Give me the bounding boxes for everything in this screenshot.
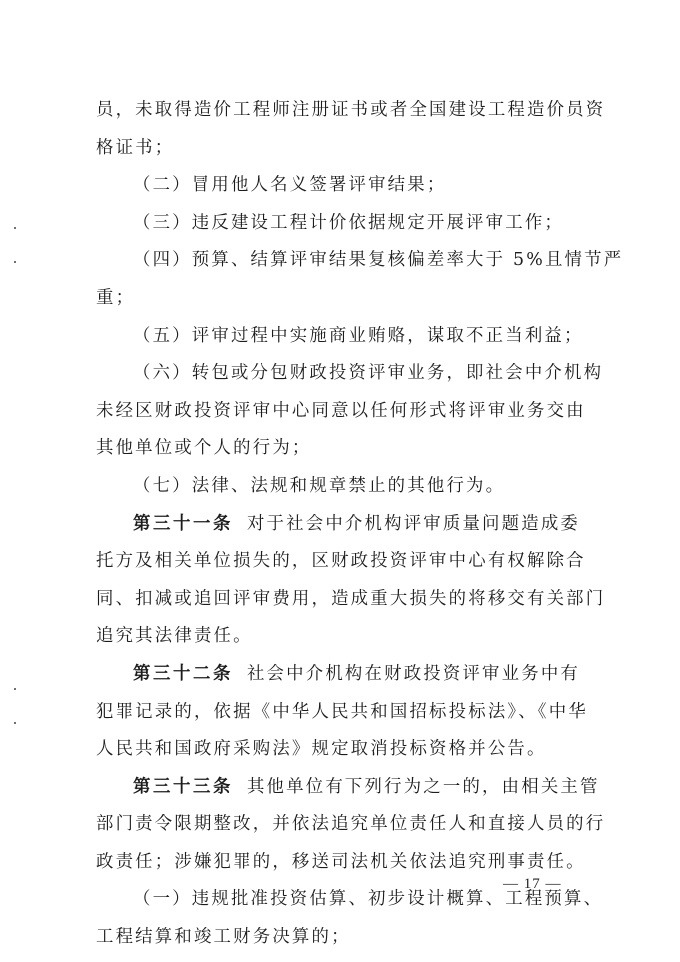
list-item-2: （二）冒用他人名义签署评审结果； bbox=[133, 175, 447, 196]
article-32-number: 第三十二条 bbox=[133, 663, 233, 684]
text-line: 员，未取得造价工程师注册证书或者全国建设工程造价员资 bbox=[96, 100, 606, 120]
text-line: 工程结算和竣工财务决算的； bbox=[96, 927, 351, 948]
list-item-7: （七）法律、法规和规章禁止的其他行为。 bbox=[133, 475, 506, 496]
binding-hole-mark bbox=[14, 227, 16, 229]
article-33 bbox=[96, 769, 600, 807]
article-32-text: 社会中介机构在财政投资评审业务中有 bbox=[246, 663, 581, 684]
list-item-3: （三）违反建设工程计价依据规定开展评审工作； bbox=[133, 212, 564, 233]
page-number: — 17 — bbox=[503, 876, 562, 892]
document-page bbox=[96, 92, 624, 957]
list-item-5: （五）评审过程中实施商业贿赂，谋取不正当利益； bbox=[133, 325, 584, 346]
article-31-number: 第三十一条 bbox=[133, 513, 233, 534]
binding-hole-mark bbox=[14, 688, 16, 690]
text-line: 托方及相关单位损失的，区财政投资评审中心有权解除合 bbox=[96, 551, 586, 572]
text-line: 重； bbox=[96, 287, 136, 308]
text-line: 同、扣减或追回评审费用，造成重大损失的将移交有关部门 bbox=[96, 588, 606, 609]
text-line: 其他单位或个人的行为； bbox=[96, 438, 312, 459]
text-line: 追究其法律责任。 bbox=[96, 626, 253, 647]
text-line: 犯罪记录的，依据《中华人民共和国招标投标法》、《中华 bbox=[96, 701, 588, 722]
article-32 bbox=[96, 656, 580, 694]
list-item-1: （一）违规批准投资估算、初步设计概算、工程预算、 bbox=[133, 889, 604, 910]
article-31-text: 对于社会中介机构评审质量问题造成委 bbox=[246, 513, 581, 534]
text-line: 部门责令限期整改，并依法追究单位责任人和直接人员的行 bbox=[96, 814, 606, 835]
list-item-4: （四）预算、结算评审结果复核偏差率大于 5%且情节严 bbox=[133, 250, 624, 271]
list-item-6: （六）转包或分包财政投资评审业务，即社会中介机构 bbox=[133, 363, 604, 384]
article-33-number: 第三十三条 bbox=[133, 776, 233, 797]
binding-hole-mark bbox=[14, 261, 16, 263]
text-line: 格证书； bbox=[96, 137, 175, 158]
text-line: 政责任；涉嫌犯罪的，移送司法机关依法追究刑事责任。 bbox=[96, 851, 586, 872]
text-line: 未经区财政投资评审中心同意以任何形式将评审业务交由 bbox=[96, 400, 586, 421]
article-33-text: 其他单位有下列行为之一的，由相关主管 bbox=[246, 776, 600, 797]
article-31 bbox=[96, 506, 580, 544]
text-line: 人民共和国政府采购法》规定取消投标资格并公告。 bbox=[96, 739, 547, 760]
binding-hole-mark bbox=[14, 722, 16, 724]
